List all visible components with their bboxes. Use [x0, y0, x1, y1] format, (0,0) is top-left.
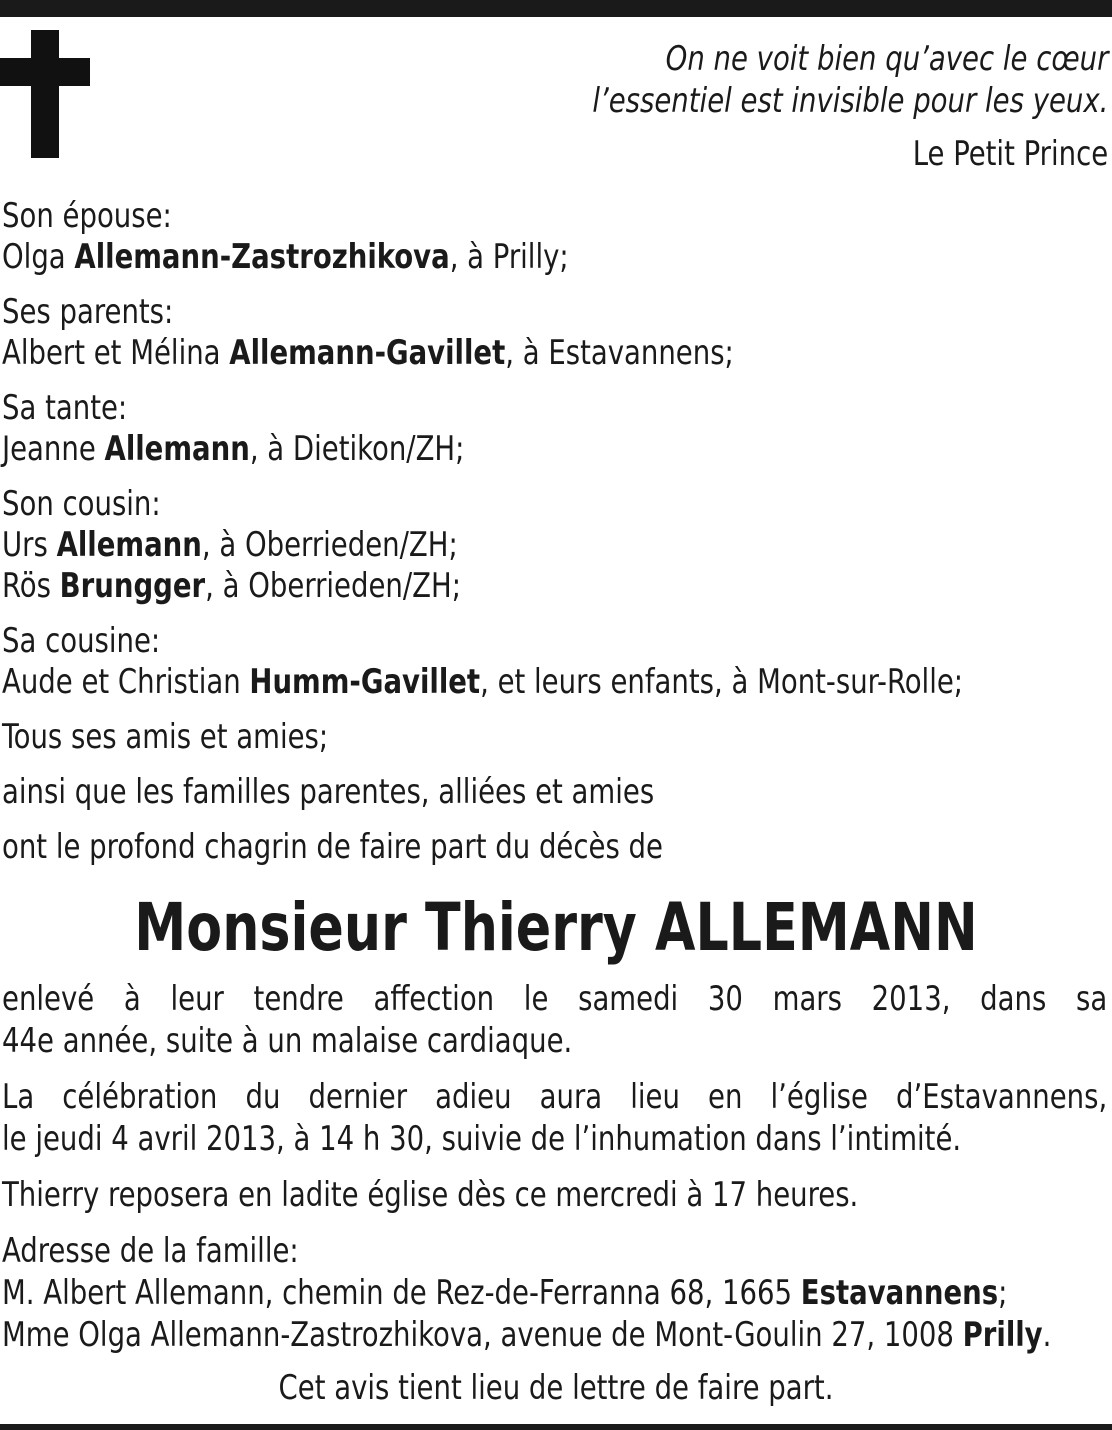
passing-paragraph — [2, 978, 1107, 1062]
epigraph-line-1: On ne voit bien qu’avec le cœur — [665, 39, 1108, 79]
viewing-paragraph: Thierry reposera en ladite église dès ce mercredi à 17 heures. — [2, 1175, 859, 1215]
family-heading: Son épouse: — [2, 196, 172, 236]
deceased-name: Monsieur Thierry ALLEMANN — [134, 889, 978, 966]
family-heading: Ses parents: — [2, 292, 174, 332]
address-town: Prilly — [962, 1315, 1043, 1355]
family-member-surname: Allemann-Gavillet — [229, 333, 506, 373]
family-member: Olga Allemann-Zastrozhikova, à Prilly; — [2, 237, 569, 277]
family-group-cousin — [2, 484, 997, 607]
family-member-surname: Allemann-Zastrozhikova — [74, 237, 450, 277]
family-member-surname: Allemann — [104, 429, 250, 469]
bottom-border-rule — [0, 1424, 1112, 1430]
closing-note: Cet avis tient lieu de lettre de faire part. — [278, 1368, 834, 1408]
family-member: Albert et Mélina Allemann-Gavillet, à Estavannens; — [2, 333, 734, 373]
top-border-rule — [0, 0, 1112, 17]
family-member: Aude et Christian Humm-Gavillet, et leurs enfants, à Mont-sur-Rolle; — [2, 662, 964, 702]
family-member-surname: Brungger — [59, 566, 206, 606]
family-heading: Son cousin: — [2, 484, 161, 524]
address-paragraph — [2, 1230, 1107, 1356]
epigraph-quote — [592, 38, 1108, 122]
ceremony-paragraph — [2, 1076, 1107, 1160]
announcement-line: ont le profond chagrin de faire part du décès de — [2, 827, 663, 867]
cross-icon — [0, 30, 90, 158]
families-line: ainsi que les familles parentes, alliées et amies — [2, 772, 655, 812]
family-group-parents — [2, 292, 997, 374]
family-member: Rös Brungger, à Oberrieden/ZH; — [2, 566, 461, 606]
address-line-2: Mme Olga Allemann-Zastrozhikova, avenue de Mont-Goulin 27, 1008 Prilly. — [2, 1315, 1052, 1355]
family-heading: Sa tante: — [2, 388, 128, 428]
address-town: Estavannens — [800, 1273, 999, 1313]
family-group-aunt — [2, 388, 997, 470]
passing-line-2: 44e année, suite à un malaise cardiaque. — [2, 1021, 573, 1061]
ceremony-line-2: le jeudi 4 avril 2013, à 14 h 30, suivie de l’inhumation dans l’intimité. — [2, 1119, 962, 1159]
epigraph-line-2: l’essentiel est invisible pour les yeux. — [591, 81, 1108, 121]
address-line-1: M. Albert Allemann, chemin de Rez-de-Ferranna 68, 1665 Estavannens; — [2, 1273, 1008, 1313]
friends-line: Tous ses amis et amies; — [2, 717, 329, 757]
family-heading: Sa cousine: — [2, 621, 161, 661]
ceremony-line-1: La célébration du dernier adieu aura lieu en l’église d’Estavannens, — [2, 1077, 1108, 1117]
family-member: Urs Allemann, à Oberrieden/ZH; — [2, 525, 458, 565]
family-list — [2, 196, 997, 882]
family-group-cousine — [2, 621, 997, 703]
epigraph-source: Le Petit Prince — [912, 134, 1108, 174]
family-member: Jeanne Allemann, à Dietikon/ZH; — [2, 429, 465, 469]
family-group-spouse — [2, 196, 997, 278]
family-member-surname: Allemann — [56, 525, 202, 565]
address-heading: Adresse de la famille: — [2, 1231, 299, 1271]
notice-body — [2, 978, 1107, 1370]
family-member-surname: Humm-Gavillet — [249, 662, 481, 702]
passing-line-1: enlevé à leur tendre affection le samedi 30 mars 2013, dans sa — [2, 979, 1108, 1019]
